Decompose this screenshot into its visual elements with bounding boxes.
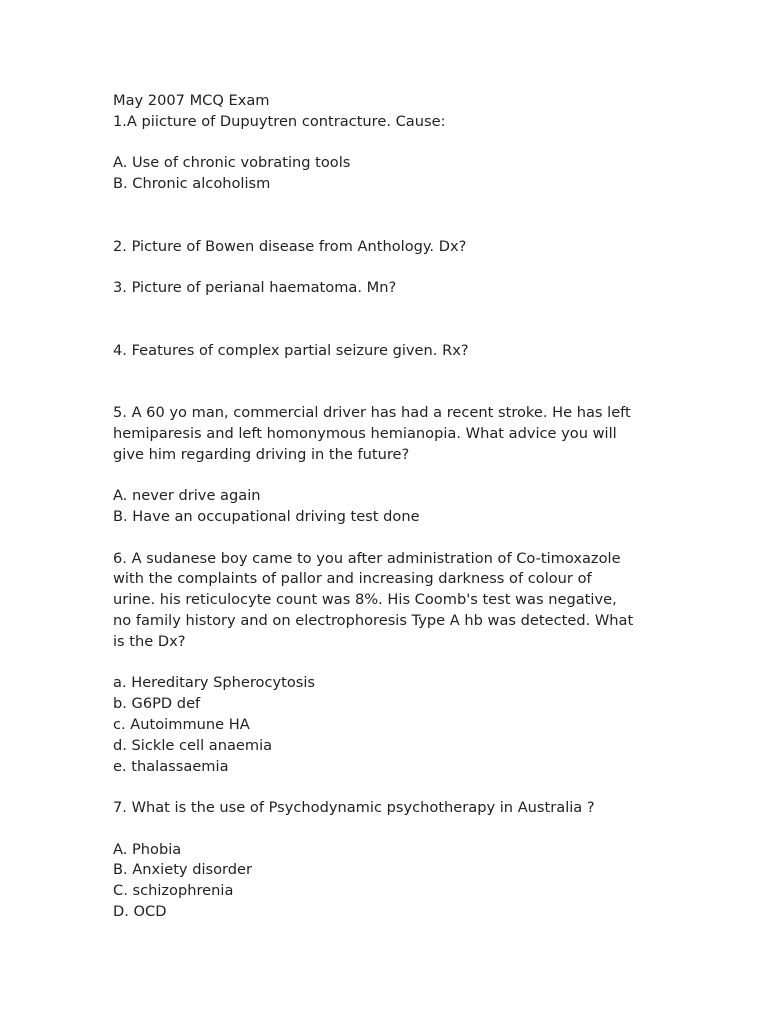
spacer: [113, 528, 673, 549]
question-6-stem-line: 6. A sudanese boy came to you after administration of Co-timoxazole: [113, 549, 621, 567]
spacer: [113, 653, 673, 674]
question-2-stem: 2. Picture of Bowen disease from Anthology. Dx?: [113, 237, 467, 255]
question-7-option-b: B. Anxiety disorder: [113, 861, 253, 879]
spacer: [113, 361, 673, 382]
spacer: [113, 819, 673, 840]
question-6-option-d: d. Sickle cell anaemia: [113, 736, 273, 754]
spacer: [113, 382, 673, 403]
question-3-stem: 3. Picture of perianal haematoma. Mn?: [113, 279, 397, 297]
question-6-stem-line: is the Dx?: [113, 632, 186, 650]
question-7-option-a: A. Phobia: [113, 840, 182, 858]
question-4-stem: 4. Features of complex partial seizure given. Rx?: [113, 341, 469, 359]
question-6-option-c: c. Autoimmune HA: [113, 715, 250, 733]
spacer: [113, 257, 673, 278]
exam-document: [113, 91, 673, 923]
question-6-stem-line: urine. his reticulocyte count was 8%. His Coomb's test was negative,: [113, 591, 617, 609]
question-6-option-b: b. G6PD def: [113, 695, 201, 713]
question-7-stem: 7. What is the use of Psychodynamic psychotherapy in Australia ?: [113, 799, 595, 817]
question-5-option-a: A. never drive again: [113, 487, 261, 505]
question-5-stem-line: hemiparesis and left homonymous hemianopia. What advice you will: [113, 424, 617, 442]
question-1-option-a: A. Use of chronic vobrating tools: [113, 154, 351, 172]
question-1-option-b: B. Chronic alcoholism: [113, 175, 271, 193]
spacer: [113, 195, 673, 216]
question-5-stem-line: give him regarding driving in the future?: [113, 445, 410, 463]
question-5-stem-line: 5. A 60 yo man, commercial driver has had a recent stroke. He has left: [113, 403, 631, 421]
spacer: [113, 299, 673, 320]
spacer: [113, 133, 673, 154]
question-6-stem-line: no family history and on electrophoresis Type A hb was detected. What: [113, 611, 634, 629]
spacer: [113, 777, 673, 798]
spacer: [113, 465, 673, 486]
document-title: May 2007 MCQ Exam: [113, 92, 270, 109]
question-6-stem-line: with the complaints of pallor and increasing darkness of colour of: [113, 570, 592, 588]
question-1-stem: 1.A piicture of Dupuytren contracture. Cause:: [113, 112, 446, 130]
question-7-option-d: D. OCD: [113, 903, 167, 921]
question-7-option-c: C. schizophrenia: [113, 882, 234, 900]
spacer: [113, 320, 673, 341]
question-6-option-e: e. thalassaemia: [113, 757, 229, 775]
question-5-option-b: B. Have an occupational driving test done: [113, 507, 420, 525]
question-6-option-a: a. Hereditary Spherocytosis: [113, 674, 316, 692]
spacer: [113, 216, 673, 237]
